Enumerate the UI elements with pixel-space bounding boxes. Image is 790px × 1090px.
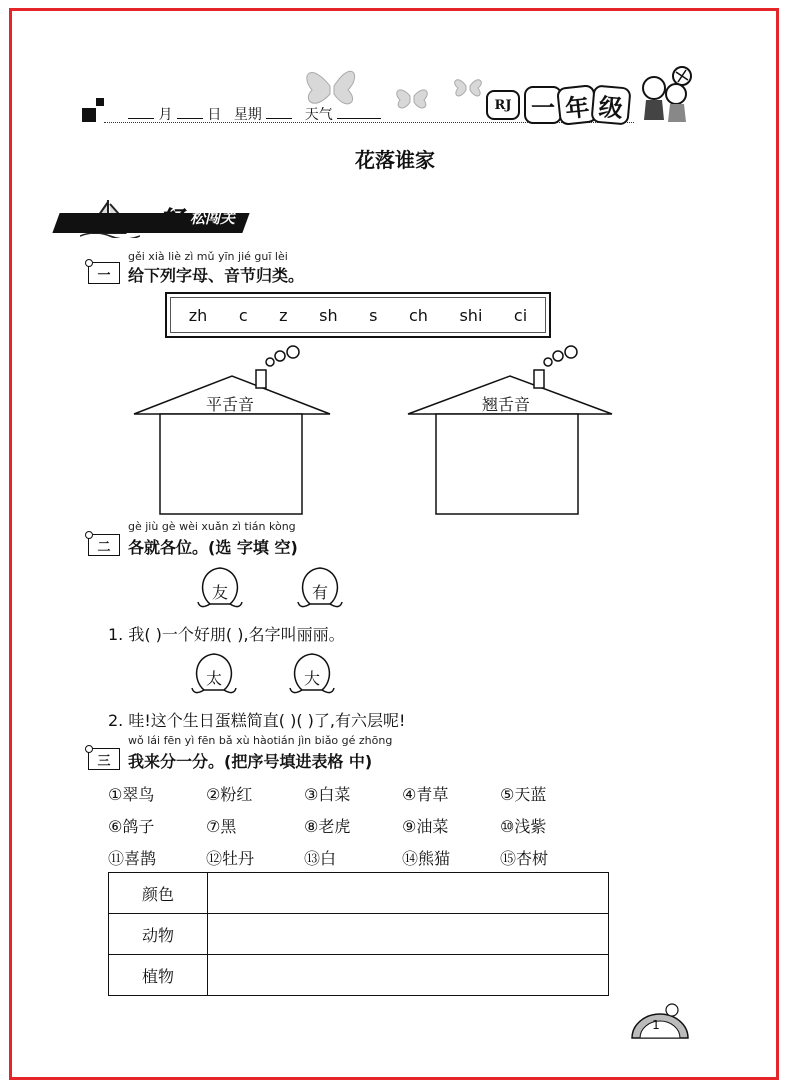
letter-item: z <box>279 305 288 325</box>
kids-cartoon-icon <box>632 64 698 130</box>
letter-item: ci <box>513 305 528 325</box>
grade-char-1: 一 <box>524 86 562 124</box>
peach-char: 友 <box>211 583 228 602</box>
peach-char: 大 <box>303 669 320 688</box>
q1-number: 一 <box>88 262 120 284</box>
letter-item: shi <box>459 305 483 325</box>
list-item: ②粉红 <box>206 784 253 804</box>
items-row <box>108 777 598 809</box>
q2-text: 各就各位。(选 字填 空) <box>128 538 298 557</box>
letter-item: zh <box>188 305 208 325</box>
houses-drawing <box>130 344 620 518</box>
letter-item: c <box>238 305 248 325</box>
items-row <box>108 809 598 841</box>
letter-item: s <box>369 305 378 325</box>
list-item: ⑫牡丹 <box>206 848 255 868</box>
q3-text: 我来分一分。(把序号填进表格 中) <box>128 752 373 771</box>
butterfly-decoration-icon <box>300 56 450 126</box>
grade-badge <box>486 86 630 124</box>
banner-big-char: 轻 <box>160 206 184 234</box>
list-item: ⑧老虎 <box>304 816 351 836</box>
table-row <box>109 914 609 955</box>
house-label-retroflex: 翘舌音 <box>482 395 531 414</box>
q1-text: 给下列字母、音节归类。 <box>128 266 305 285</box>
classification-table <box>108 872 609 996</box>
page-title: 花落谁家 <box>355 148 435 172</box>
peach-char: 有 <box>311 583 328 602</box>
list-item: ④青草 <box>402 784 449 804</box>
letter-item: sh <box>319 305 338 325</box>
answer-cell-colors[interactable] <box>208 873 609 914</box>
table-row-header: 颜色 <box>109 873 208 914</box>
q1-pinyin: gěi xià liè zì mǔ yīn jié guī lèi <box>128 250 288 263</box>
header-square-small <box>96 98 104 106</box>
peach-char: 太 <box>205 669 222 688</box>
table-row-header: 植物 <box>109 955 208 996</box>
q2-pinyin: gè jiù gè wèi xuǎn zì tián kòng <box>128 520 296 533</box>
list-item: ⑦黑 <box>206 816 237 836</box>
month-label: 月 <box>158 107 173 123</box>
q2-number: 二 <box>88 534 120 556</box>
rj-label: RJ <box>486 90 520 120</box>
list-item: ⑭熊猫 <box>402 848 451 868</box>
list-item: ⑥鸽子 <box>108 816 155 836</box>
butterfly-small-icon <box>448 70 488 104</box>
day-label: 日 <box>207 107 222 123</box>
q2-sentence-1: 1. 我( )一个好朋( ),名字叫丽丽。 <box>108 625 345 644</box>
table-row <box>109 873 609 914</box>
q3-number: 三 <box>88 748 120 770</box>
banner-text: 松闯关 <box>190 209 236 227</box>
house-label-flat-tongue: 平舌音 <box>206 395 255 414</box>
list-item: ③白菜 <box>304 784 351 804</box>
weekday-label: 星期 <box>233 107 262 123</box>
items-row <box>108 841 598 873</box>
items-list <box>108 777 598 873</box>
list-item: ⑬白 <box>304 848 337 868</box>
q3-pinyin: wǒ lái fēn yì fēn bǎ xù hàotián jìn biǎo gé zhōng <box>128 734 393 747</box>
answer-cell-animals[interactable] <box>208 914 609 955</box>
letters-box <box>165 292 551 338</box>
list-item: ⑨油菜 <box>402 816 449 836</box>
q2-sentence-2: 2. 哇!这个生日蛋糕简直( )( )了,有六层呢! <box>108 711 406 730</box>
grade-char-3: 级 <box>590 84 631 125</box>
weather-label: 天气 <box>304 107 333 123</box>
grade-char-2: 年 <box>556 84 598 126</box>
list-item: ⑮杏树 <box>500 848 549 868</box>
list-item: ⑪喜鹊 <box>108 848 157 868</box>
list-item: ⑤天蓝 <box>500 784 547 804</box>
table-row <box>109 955 609 996</box>
letter-item: ch <box>409 305 428 325</box>
list-item: ⑩浅紫 <box>500 816 547 836</box>
page-number: 1 <box>652 1018 660 1032</box>
answer-cell-plants[interactable] <box>208 955 609 996</box>
table-row-header: 动物 <box>109 914 208 955</box>
list-item: ①翠鸟 <box>108 784 155 804</box>
header-square-big <box>82 108 96 122</box>
